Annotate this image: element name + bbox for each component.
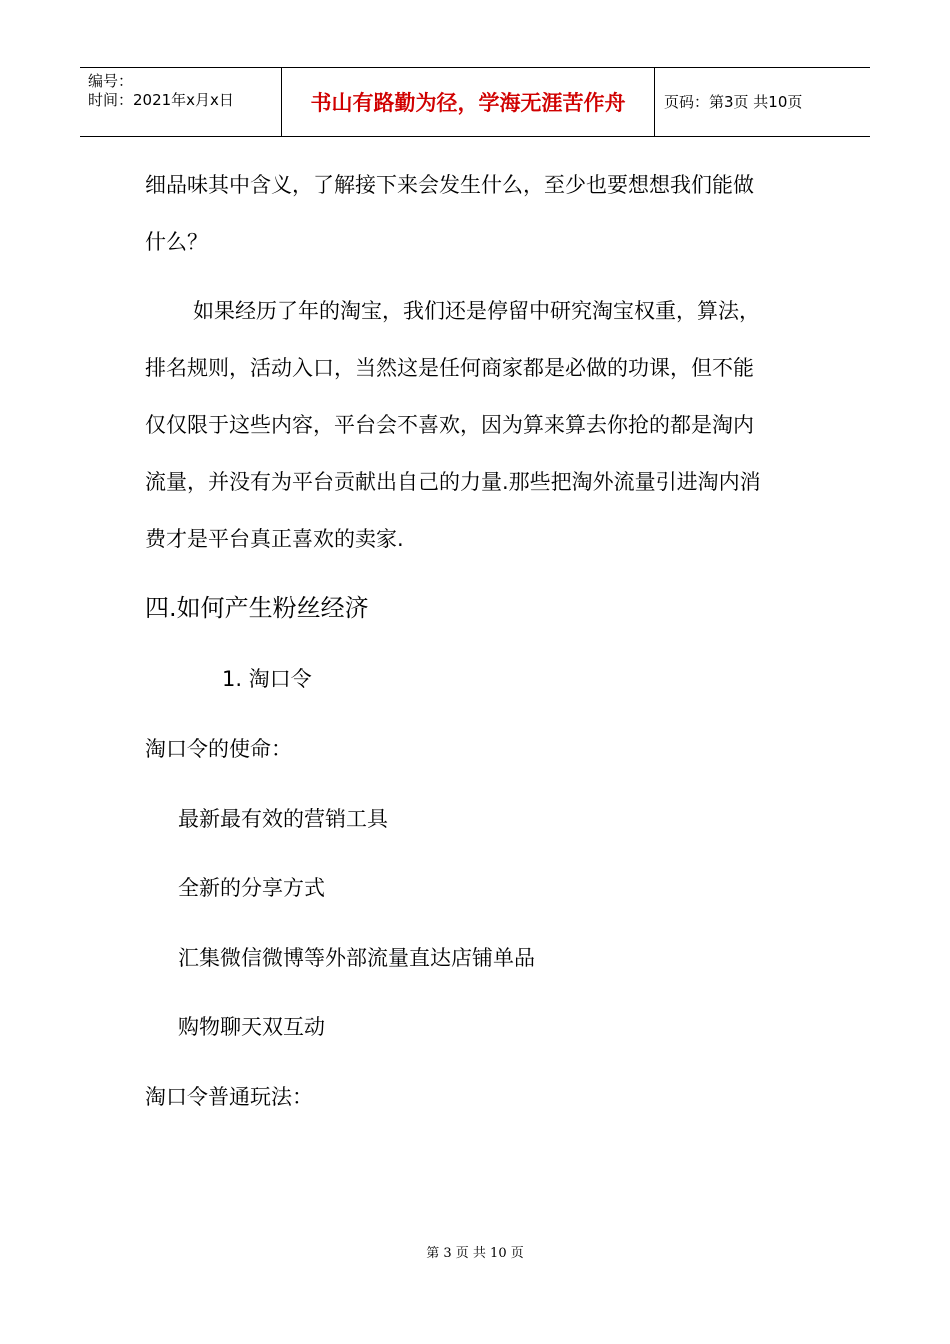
page-footer: 第 3 页 共 10 页 (426, 1246, 524, 1261)
sub-heading: 1. 淘口令 (222, 667, 312, 691)
header-page-cell (654, 68, 870, 136)
list-item: 购物聊天双互动 (178, 1015, 325, 1039)
paragraph-line: 细品味其中含义，了解接下来会发生什么，至少也要想想我们能做 (145, 173, 754, 197)
document-date-label: 时间：2021年x月x日 (88, 91, 234, 109)
section-heading: 四.如何产生粉丝经济 (145, 594, 369, 622)
header-motto: 书山有路勤为径，学海无涯苦作舟 (310, 91, 626, 115)
paragraph-line: 什么？ (145, 230, 208, 254)
header-info-cell (80, 68, 281, 136)
paragraph-line: 仅仅限于这些内容，平台会不喜欢，因为算来算去你抢的都是淘内 (145, 413, 754, 437)
mission-label: 淘口令的使命： (145, 737, 292, 761)
paragraph-line: 流量，并没有为平台贡献出自己的力量.那些把淘外流量引进淘内消 (145, 470, 761, 494)
play-label: 淘口令普通玩法： (145, 1085, 313, 1109)
document-number-label: 编号： (88, 72, 134, 90)
paragraph-line: 如果经历了年的淘宝，我们还是停留中研究淘宝权重，算法， (193, 299, 760, 323)
header-motto-cell (281, 68, 655, 136)
page-header (80, 67, 870, 137)
list-item: 汇集微信微博等外部流量直达店铺单品 (178, 946, 535, 970)
list-item: 全新的分享方式 (178, 876, 325, 900)
paragraph-line: 排名规则，活动入口，当然这是任何商家都是必做的功课，但不能 (145, 356, 754, 380)
header-page-code: 页码：第3页 共10页 (664, 93, 803, 111)
list-item: 最新最有效的营销工具 (178, 807, 388, 831)
paragraph-line: 费才是平台真正喜欢的卖家. (145, 527, 404, 551)
